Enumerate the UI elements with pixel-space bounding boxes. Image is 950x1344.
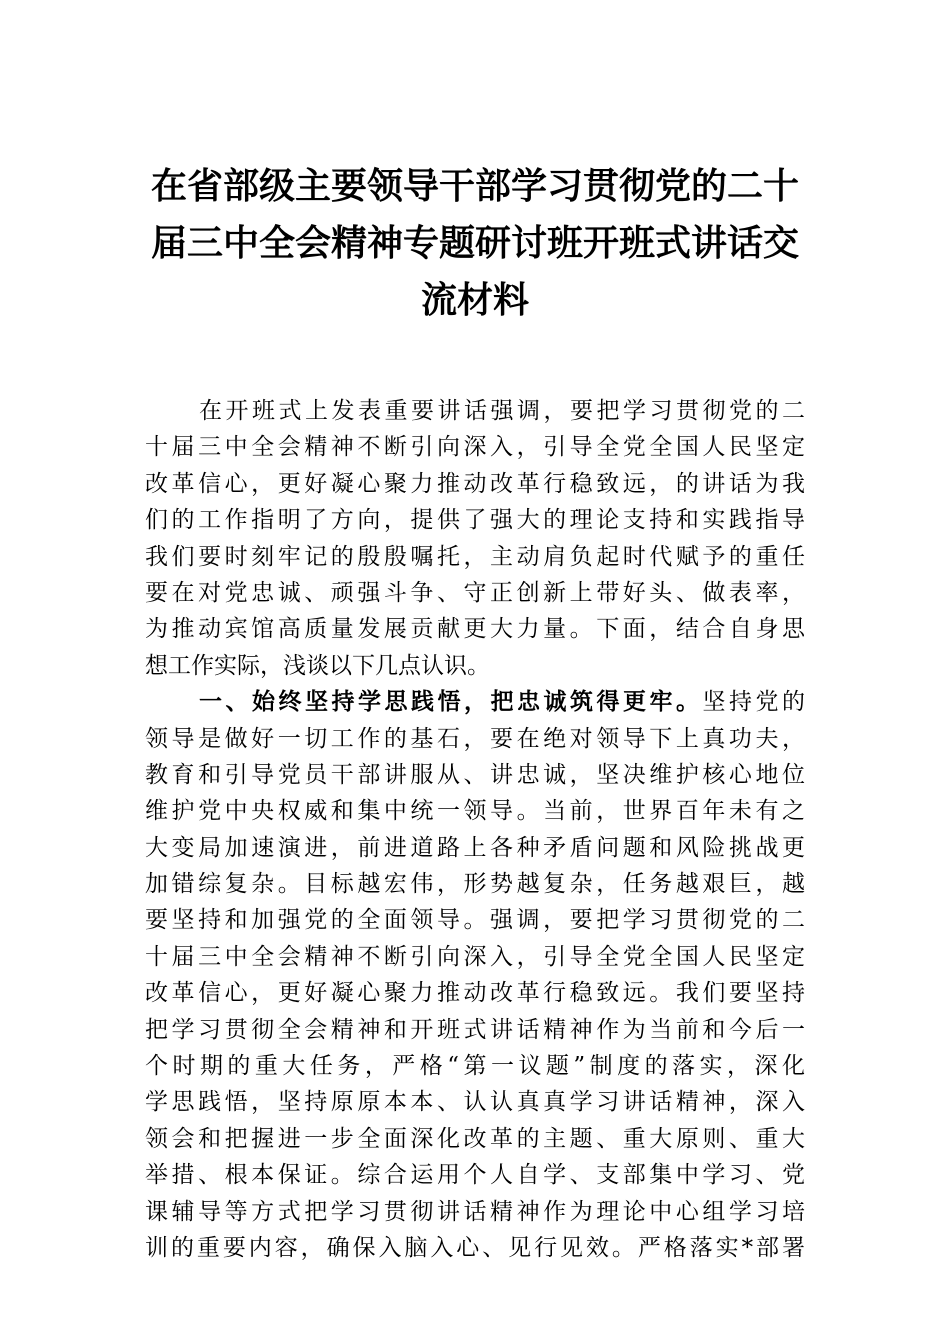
paragraph-line: 为推动宾馆高质量发展贡献更大力量。下面，结合自身思 — [145, 616, 805, 643]
paragraph-line: 十届三中全会精神不断引向深入，引导全党全国人民坚定 — [145, 943, 805, 970]
paragraph-intro — [145, 393, 805, 684]
document-title — [150, 158, 800, 329]
paragraph-line: 改革信心，更好凝心聚力推动改革行稳致远。我们要坚持 — [145, 980, 805, 1007]
paragraph-line: 领会和把握进一步全面深化改革的主题、重大原则、重大 — [145, 1125, 805, 1152]
paragraph-line: 学思践悟，坚持原原本本、认认真真学习讲话精神，深入 — [145, 1089, 805, 1116]
paragraph-section-one — [145, 684, 805, 1266]
paragraph-line: 课辅导等方式把学习贯彻讲话精神作为理论中心组学习培 — [145, 1198, 805, 1225]
paragraph-line — [145, 684, 805, 720]
paragraph-text: 坚持党的 — [702, 689, 805, 716]
paragraph-line: 们的工作指明了方向，提供了强大的理论支持和实践指导 — [145, 507, 805, 534]
paragraph-line: 改革信心，更好凝心聚力推动改革行稳致远，的讲话为我 — [145, 470, 805, 497]
paragraph-line: 我们要时刻牢记的殷殷嘱托，主动肩负起时代赋予的重任 — [145, 543, 805, 570]
title-line: 流材料 — [420, 279, 529, 321]
paragraph-line: 个时期的重大任务，严格“第一议题”制度的落实，深化 — [145, 1053, 805, 1080]
paragraph-line: 要坚持和加强党的全面领导。强调，要把学习贯彻党的二 — [145, 907, 805, 934]
paragraph-line: 维护党中央权威和集中统一领导。当前，世界百年未有之 — [145, 798, 805, 825]
paragraph-line: 教育和引导党员干部讲服从、讲忠诚，坚决维护核心地位 — [145, 761, 805, 788]
section-heading: 一、始终坚持学思践悟，把忠诚筑得更牢。 — [199, 688, 703, 716]
paragraph-line: 加错综复杂。目标越宏伟，形势越复杂，任务越艰巨，越 — [145, 871, 805, 898]
paragraph-line: 领导是做好一切工作的基石，要在绝对领导下上真功夫， — [145, 725, 805, 752]
paragraph-line: 举措、根本保证。综合运用个人自学、支部集中学习、党 — [145, 1162, 805, 1189]
paragraph-line: 训的重要内容，确保入脑入心、见行见效。严格落实*部署 — [145, 1234, 805, 1261]
paragraph-line: 把学习贯彻全会精神和开班式讲话精神作为当前和今后一 — [145, 1016, 805, 1043]
paragraph-line: 想工作实际，浅谈以下几点认识。 — [145, 652, 490, 679]
title-line: 届三中全会精神专题研讨班开班式讲话交 — [150, 222, 799, 264]
paragraph-line: 要在对党忠诚、顽强斗争、守正创新上带好头、做表率， — [145, 579, 805, 606]
paragraph-line: 在开班式上发表重要讲话强调，要把学习贯彻党的二 — [199, 398, 805, 424]
paragraph-line: 大变局加速演进，前进道路上各种矛盾问题和风险挑战更 — [145, 834, 805, 861]
document-body — [145, 393, 805, 1266]
paragraph-line: 十届三中全会精神不断引向深入，引导全党全国人民坚定 — [145, 434, 805, 461]
title-line: 在省部级主要领导干部学习贯彻党的二十 — [150, 165, 799, 207]
